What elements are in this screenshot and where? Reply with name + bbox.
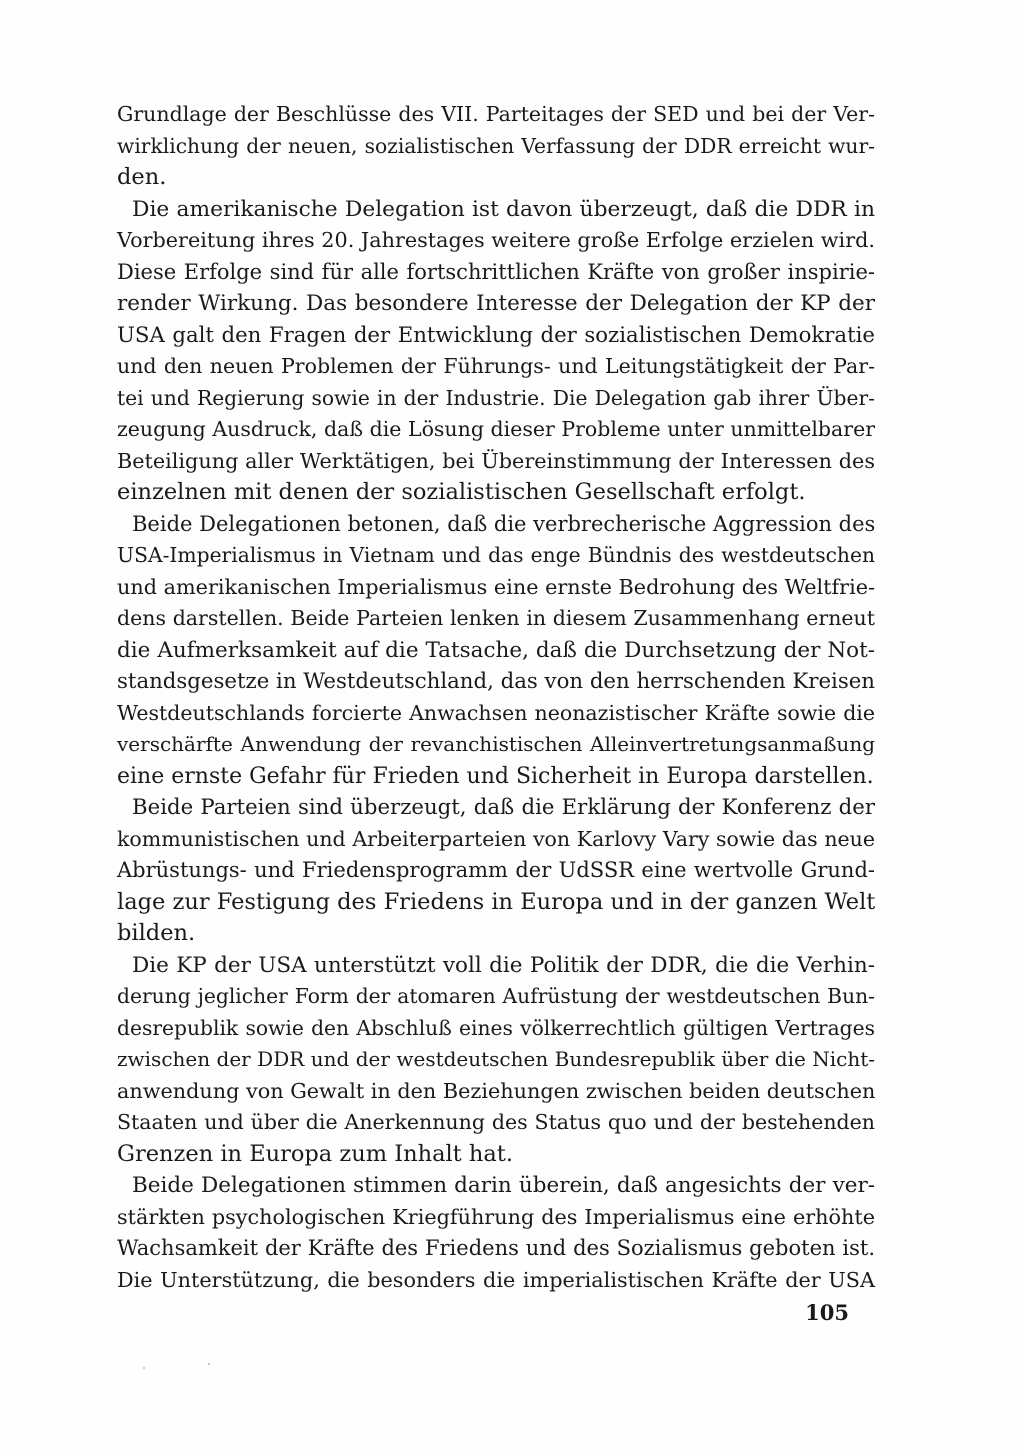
text-line: Die Unterstützung, die besonders die imperialistischen Kräfte der USA — [117, 1267, 875, 1292]
text-line: stärkten psychologischen Kriegführung des Imperialismus eine erhöhte — [117, 1204, 875, 1229]
paragraph — [117, 792, 875, 950]
text-line: die Aufmerksamkeit auf die Tatsache, daß die Durchsetzung der Not- — [117, 637, 875, 663]
text-line: dens darstellen. Beide Parteien lenken in diesem Zusammenhang erneut — [117, 606, 875, 630]
text-line: Beide Parteien sind überzeugt, daß die Erklärung der Konferenz der — [132, 795, 875, 820]
text-line: den. — [117, 164, 167, 190]
text-line: zeugung Ausdruck, daß die Lösung dieser Probleme unter unmittelbarer — [117, 417, 875, 441]
scan-speck — [208, 1363, 210, 1365]
text-line: anwendung von Gewalt in den Beziehungen zwischen beiden deutschen — [117, 1078, 876, 1103]
text-line: Staaten und über die Anerkennung des Status quo und der bestehenden — [117, 1110, 875, 1134]
text-line: USA-Imperialismus in Vietnam und das enge Bündnis des westdeutschen — [117, 543, 875, 567]
text-line: und amerikanischen Imperialismus eine ernste Bedrohung des Weltfrie- — [117, 574, 875, 599]
text-line: Vorbereitung ihres 20. Jahrestages weitere große Erfolge erzielen wird. — [117, 228, 875, 252]
text-line: Wachsamkeit der Kräfte des Friedens und des Sozialismus geboten ist. — [117, 1236, 875, 1260]
text-line: Grenzen in Europa zum Inhalt hat. — [117, 1140, 513, 1167]
text-line: Grundlage der Beschlüsse des VII. Parteitages der SED und bei der Ver- — [117, 102, 875, 126]
text-line: bilden. — [117, 920, 196, 946]
paragraph — [117, 99, 875, 194]
text-line: einzelnen mit denen der sozialistischen Gesellschaft erfolgt. — [117, 479, 806, 505]
paragraph — [117, 950, 875, 1171]
paragraph — [117, 509, 875, 793]
text-line: Abrüstungs- und Friedensprogramm der UdSSR eine wertvolle Grund- — [117, 858, 875, 882]
page-number: 105 — [805, 1300, 849, 1325]
text-line: eine ernste Gefahr für Frieden und Sicherheit in Europa darstellen. — [117, 763, 874, 789]
text-line: Beteiligung aller Werktätigen, bei Übereinstimmung der Interessen des — [117, 448, 875, 473]
text-line: und den neuen Problemen der Führungs- und Leitungstätigkeit der Par- — [117, 354, 875, 378]
text-line: Die amerikanische Delegation ist davon überzeugt, daß die DDR in — [132, 196, 875, 222]
text-line: kommunistischen und Arbeiterparteien von Karlovy Vary sowie das neue — [117, 826, 875, 851]
text-line: standsgesetze in Westdeutschland, das von den herrschenden Kreisen — [117, 669, 875, 694]
text-line: render Wirkung. Das besondere Interesse der Delegation der KP der — [117, 291, 875, 316]
text-line: verschärfte Anwendung der revanchistischen Alleinvertretungsanmaßung — [117, 732, 875, 756]
scan-speck — [143, 1367, 145, 1369]
paragraph — [117, 1170, 875, 1296]
text-line: lage zur Festigung des Friedens in Europa und in der ganzen Welt — [117, 888, 876, 915]
text-line: tei und Regierung sowie in der Industrie. Die Delegation gab ihrer Über- — [117, 385, 875, 410]
paragraph — [117, 194, 875, 509]
text-line: derung jeglicher Form der atomaren Aufrüstung der westdeutschen Bun- — [117, 984, 875, 1008]
text-line: Die KP der USA unterstützt voll die Politik der DDR, die die Verhin- — [132, 952, 875, 978]
text-line: Beide Delegationen betonen, daß die verbrecherische Aggression des — [132, 511, 876, 536]
text-line: desrepublik sowie den Abschluß eines völkerrechtlich gültigen Vertrages — [117, 1015, 875, 1040]
body-text — [117, 99, 875, 1296]
text-line: zwischen der DDR und der westdeutschen Bundesrepublik über die Nicht- — [117, 1047, 875, 1071]
text-line: wirklichung der neuen, sozialistischen Verfassung der DDR erreicht wur- — [117, 133, 875, 158]
text-line: Beide Delegationen stimmen darin überein, daß angesichts der ver- — [132, 1173, 875, 1198]
text-line: USA galt den Fragen der Entwicklung der sozialistischen Demokratie — [117, 322, 875, 348]
text-line: Diese Erfolge sind für alle fortschrittlichen Kräfte von großer inspirie- — [117, 259, 875, 284]
text-line: Westdeutschlands forcierte Anwachsen neonazistischer Kräfte sowie die — [117, 700, 875, 725]
